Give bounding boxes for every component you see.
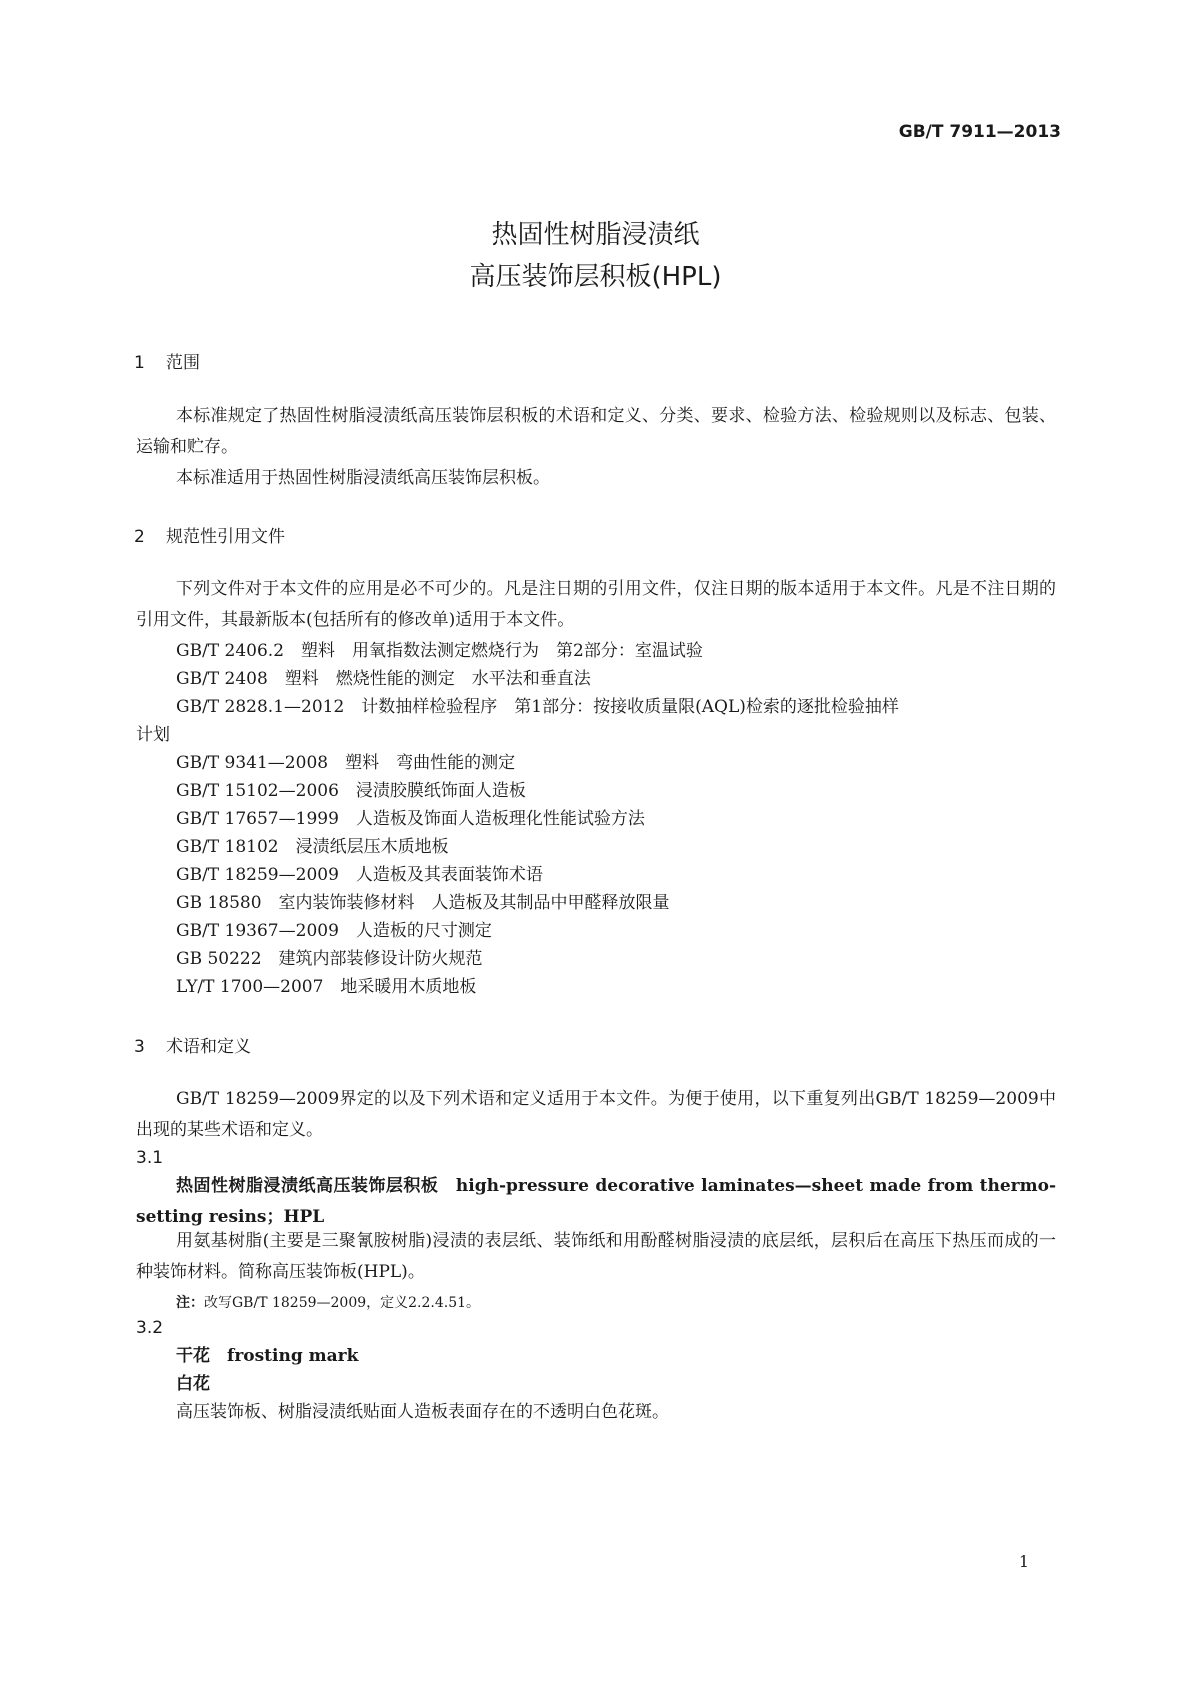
term-alternative: 白花 [176,1374,210,1394]
clause-3-1-definition [136,1226,1056,1288]
section-2-intro [136,574,1056,636]
reference-item: GB/T 9341—2008 塑料 弯曲性能的测定 [176,753,516,773]
term-chinese: 干花 [176,1346,210,1366]
clause-3-2-number: 3.2 [136,1318,164,1338]
section-number: 1 [134,353,145,373]
reference-item: GB/T 17657—1999 人造板及饰面人造板理化性能试验方法 [176,809,645,829]
section-1-heading [134,348,200,373]
reference-item: GB 18580 室内装饰装修材料 人造板及其制品中甲醛释放限量 [176,893,670,913]
reference-item: GB/T 2406.2 塑料 用氧指数法测定燃烧行为 第2部分：室温试验 [176,641,703,661]
section-3-intro [136,1084,1056,1146]
term-chinese: 热固性树脂浸渍纸高压装饰层积板 [176,1176,439,1196]
paragraph: 下列文件对于本文件的应用是必不可少的。凡是注日期的引用文件，仅注日期的版本适用于本文件。凡是不注日期的引用文件，其最新版本(包括所有的修改单)适用于本文件。 [136,579,1056,630]
reference-item: GB/T 18259—2009 人造板及其表面装饰术语 [176,865,543,885]
document-title-line2: 高压装饰层积板(HPL) [469,262,722,292]
reference-item: LY/T 1700—2007 地采暖用木质地板 [176,977,477,997]
clause-3-1-number: 3.1 [136,1148,164,1168]
page-number: 1 [1018,1552,1029,1571]
clause-3-2-alt-term [136,1369,1056,1400]
term-english: frosting mark [227,1346,359,1366]
paragraph: GB/T 18259—2009界定的以及下列术语和定义适用于本文件。为便于使用，以下重复列出GB/T 18259—2009中出现的某些术语和定义。 [136,1089,1056,1140]
reference-item: GB/T 2828.1—2012 计数抽样检验程序 第1部分：按接收质量限(AQL)检索的逐批检验抽样 [176,697,899,717]
clause-3-1-term [136,1171,1056,1233]
paragraph: 高压装饰板、树脂浸渍纸贴面人造板表面存在的不透明白色花斑。 [176,1402,669,1422]
reference-item: GB/T 19367—2009 人造板的尺寸测定 [176,921,492,941]
clause-3-1-note [176,1292,480,1312]
section-title: 范围 [166,353,200,373]
reference-item: GB/T 15102—2006 浸渍胶膜纸饰面人造板 [176,781,526,801]
section-2-heading [134,522,285,547]
clause-3-2-definition [136,1397,1056,1428]
section-number: 3 [134,1037,145,1057]
document-title-line1: 热固性树脂浸渍纸 [491,220,700,250]
reference-item: GB/T 18102 浸渍纸层压木质地板 [176,837,449,857]
paragraph: 本标准规定了热固性树脂浸渍纸高压装饰层积板的术语和定义、分类、要求、检验方法、检验规则以及标志、包装、运输和贮存。 [136,406,1056,457]
section-3-heading [134,1032,251,1057]
reference-item: GB/T 2408 塑料 燃烧性能的测定 水平法和垂直法 [176,669,591,689]
note-text: 改写GB/T 18259—2009，定义2.2.4.51。 [204,1295,481,1311]
term-english: high-pressure decorative laminates—sheet made from thermo-setting resins；HPL [136,1176,1057,1227]
note-label: 注： [176,1295,204,1311]
paragraph: 用氨基树脂(主要是三聚氰胺树脂)浸渍的表层纸、装饰纸和用酚醛树脂浸渍的底层纸，层积后在高压下热压而成的一种装饰材料。简称高压装饰板(HPL)。 [136,1231,1056,1282]
section-1-body [136,401,1056,494]
reference-item: GB 50222 建筑内部装修设计防火规范 [176,949,483,969]
clause-3-2-term [136,1341,1056,1372]
paragraph: 本标准适用于热固性树脂浸渍纸高压装饰层积板。 [176,468,550,488]
section-title: 术语和定义 [166,1037,251,1057]
standard-code: GB/T 7911—2013 [898,122,1061,142]
section-title: 规范性引用文件 [166,527,285,547]
reference-item-continued: 计划 [136,725,170,745]
section-number: 2 [134,527,145,547]
